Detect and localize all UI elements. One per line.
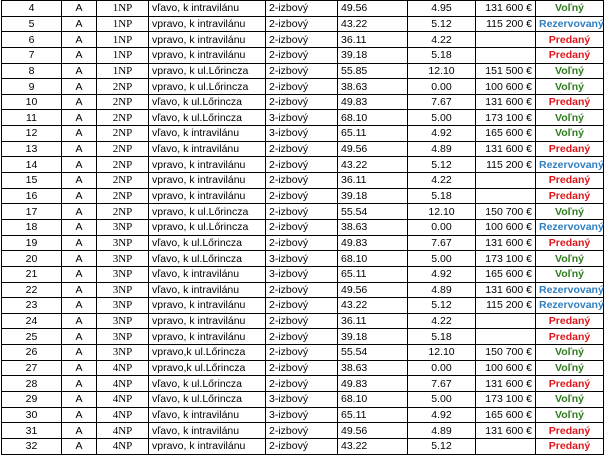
area-cell: 43.22 <box>338 298 408 314</box>
unit-number: 10 <box>2 94 62 110</box>
unit-type-cell: 2-izbový <box>266 63 338 79</box>
unit-number: 17 <box>2 204 62 220</box>
unit-number: 25 <box>2 329 62 345</box>
price-cell: 165 600 € <box>476 407 536 423</box>
price-cell: 115 200 € <box>476 16 536 32</box>
price-cell: 173 100 € <box>476 110 536 126</box>
price-cell: 173 100 € <box>476 251 536 267</box>
area-cell: 55.54 <box>338 204 408 220</box>
status-badge: Predaný <box>536 438 604 454</box>
price-cell: 100 600 € <box>476 79 536 95</box>
exterior-area-cell: 4.22 <box>408 32 476 48</box>
status-badge: Voľný <box>536 251 604 267</box>
price-cell: 150 700 € <box>476 204 536 220</box>
floor-cell: 4NP <box>97 423 149 439</box>
exterior-area-cell: 4.92 <box>408 266 476 282</box>
status-badge: Rezervovaný <box>536 298 604 314</box>
area-cell: 49.56 <box>338 141 408 157</box>
unit-type-cell: 2-izbový <box>266 16 338 32</box>
price-cell: 131 600 € <box>476 282 536 298</box>
status-badge: Predaný <box>536 329 604 345</box>
position-cell: vpravo, k intravilánu <box>149 298 266 314</box>
unit-type-cell: 2-izbový <box>266 438 338 454</box>
table-row <box>2 63 604 79</box>
table-row <box>2 47 604 63</box>
floor-cell: 4NP <box>97 376 149 392</box>
floor-cell: 3NP <box>97 219 149 235</box>
unit-type-cell: 2-izbový <box>266 282 338 298</box>
status-badge: Predaný <box>536 313 604 329</box>
price-cell <box>476 329 536 345</box>
unit-number: 14 <box>2 157 62 173</box>
floor-cell: 2NP <box>97 141 149 157</box>
building-cell: A <box>62 32 97 48</box>
building-cell: A <box>62 423 97 439</box>
unit-type-cell: 2-izbový <box>266 157 338 173</box>
building-cell: A <box>62 79 97 95</box>
area-cell: 39.18 <box>338 329 408 345</box>
table-row <box>2 376 604 392</box>
floor-cell: 2NP <box>97 79 149 95</box>
exterior-area-cell: 7.67 <box>408 376 476 392</box>
exterior-area-cell: 0.00 <box>408 360 476 376</box>
exterior-area-cell: 0.00 <box>408 79 476 95</box>
floor-cell: 3NP <box>97 313 149 329</box>
floor-cell: 3NP <box>97 235 149 251</box>
position-cell: vpravo, k intravilánu <box>149 438 266 454</box>
building-cell: A <box>62 329 97 345</box>
building-cell: A <box>62 173 97 189</box>
building-cell: A <box>62 94 97 110</box>
unit-type-cell: 2-izbový <box>266 204 338 220</box>
floor-cell: 1NP <box>97 63 149 79</box>
position-cell: vľavo, k ul.Lőrincza <box>149 94 266 110</box>
area-cell: 38.63 <box>338 79 408 95</box>
building-cell: A <box>62 16 97 32</box>
area-cell: 36.11 <box>338 313 408 329</box>
area-cell: 68.10 <box>338 251 408 267</box>
status-badge: Voľný <box>536 345 604 361</box>
position-cell: vľavo, k intravilánu <box>149 423 266 439</box>
price-cell: 173 100 € <box>476 392 536 408</box>
area-cell: 49.83 <box>338 235 408 251</box>
unit-number: 8 <box>2 63 62 79</box>
exterior-area-cell: 5.12 <box>408 298 476 314</box>
unit-number: 29 <box>2 392 62 408</box>
price-cell: 165 600 € <box>476 126 536 142</box>
status-badge: Voľný <box>536 110 604 126</box>
table-row <box>2 235 604 251</box>
position-cell: vpravo, k intravilánu <box>149 16 266 32</box>
area-cell: 43.22 <box>338 438 408 454</box>
building-cell: A <box>62 313 97 329</box>
status-badge: Rezervovaný <box>536 282 604 298</box>
building-cell: A <box>62 345 97 361</box>
building-cell: A <box>62 266 97 282</box>
unit-number: 22 <box>2 282 62 298</box>
unit-type-cell: 3-izbový <box>266 251 338 267</box>
unit-type-cell: 2-izbový <box>266 345 338 361</box>
table-row <box>2 32 604 48</box>
building-cell: A <box>62 235 97 251</box>
unit-number: 32 <box>2 438 62 454</box>
building-cell: A <box>62 376 97 392</box>
unit-type-cell: 2-izbový <box>266 219 338 235</box>
area-cell: 49.56 <box>338 1 408 17</box>
price-cell <box>476 438 536 454</box>
unit-type-cell: 2-izbový <box>266 376 338 392</box>
status-badge: Voľný <box>536 204 604 220</box>
floor-cell: 2NP <box>97 204 149 220</box>
building-cell: A <box>62 298 97 314</box>
status-badge: Rezervovaný <box>536 219 604 235</box>
price-cell: 131 600 € <box>476 235 536 251</box>
exterior-area-cell: 5.00 <box>408 110 476 126</box>
table-row <box>2 407 604 423</box>
unit-type-cell: 2-izbový <box>266 313 338 329</box>
area-cell: 43.22 <box>338 157 408 173</box>
area-cell: 65.11 <box>338 266 408 282</box>
area-cell: 39.18 <box>338 188 408 204</box>
position-cell: vľavo, k ul.Lőrincza <box>149 376 266 392</box>
price-cell: 100 600 € <box>476 219 536 235</box>
table-row <box>2 204 604 220</box>
area-cell: 49.56 <box>338 282 408 298</box>
table-row <box>2 79 604 95</box>
building-cell: A <box>62 392 97 408</box>
price-cell: 131 600 € <box>476 423 536 439</box>
exterior-area-cell: 4.92 <box>408 126 476 142</box>
table-row <box>2 423 604 439</box>
table-row <box>2 188 604 204</box>
unit-type-cell: 3-izbový <box>266 407 338 423</box>
exterior-area-cell: 4.89 <box>408 141 476 157</box>
floor-cell: 3NP <box>97 282 149 298</box>
table-row <box>2 298 604 314</box>
position-cell: vpravo,k ul.Lőrincza <box>149 345 266 361</box>
exterior-area-cell: 4.22 <box>408 173 476 189</box>
area-cell: 68.10 <box>338 110 408 126</box>
unit-number: 30 <box>2 407 62 423</box>
table-row <box>2 1 604 17</box>
exterior-area-cell: 4.95 <box>408 1 476 17</box>
area-cell: 39.18 <box>338 47 408 63</box>
position-cell: vpravo, k ul.Lőrincza <box>149 204 266 220</box>
position-cell: vľavo, k ul.Lőrincza <box>149 251 266 267</box>
status-badge: Rezervovaný <box>536 16 604 32</box>
floor-cell: 1NP <box>97 47 149 63</box>
table-row <box>2 110 604 126</box>
status-badge: Predaný <box>536 173 604 189</box>
unit-type-cell: 2-izbový <box>266 423 338 439</box>
area-cell: 38.63 <box>338 219 408 235</box>
position-cell: vľavo, k intravilánu <box>149 266 266 282</box>
building-cell: A <box>62 110 97 126</box>
table-row <box>2 173 604 189</box>
exterior-area-cell: 5.00 <box>408 392 476 408</box>
exterior-area-cell: 12.10 <box>408 204 476 220</box>
table-row <box>2 141 604 157</box>
area-cell: 65.11 <box>338 407 408 423</box>
exterior-area-cell: 5.12 <box>408 438 476 454</box>
unit-type-cell: 3-izbový <box>266 266 338 282</box>
exterior-area-cell: 7.67 <box>408 235 476 251</box>
status-badge: Predaný <box>536 188 604 204</box>
unit-type-cell: 3-izbový <box>266 126 338 142</box>
table-row <box>2 345 604 361</box>
floor-cell: 1NP <box>97 32 149 48</box>
exterior-area-cell: 5.18 <box>408 47 476 63</box>
unit-number: 27 <box>2 360 62 376</box>
table-row <box>2 313 604 329</box>
status-badge: Voľný <box>536 79 604 95</box>
area-cell: 38.63 <box>338 360 408 376</box>
unit-number: 23 <box>2 298 62 314</box>
table-row <box>2 94 604 110</box>
floor-cell: 4NP <box>97 360 149 376</box>
unit-type-cell: 2-izbový <box>266 360 338 376</box>
unit-type-cell: 2-izbový <box>266 47 338 63</box>
position-cell: vľavo, k intravilánu <box>149 407 266 423</box>
building-cell: A <box>62 1 97 17</box>
floor-cell: 1NP <box>97 1 149 17</box>
status-badge: Voľný <box>536 266 604 282</box>
status-badge: Predaný <box>536 376 604 392</box>
area-cell: 49.83 <box>338 376 408 392</box>
area-cell: 49.83 <box>338 94 408 110</box>
status-badge: Voľný <box>536 1 604 17</box>
floor-cell: 2NP <box>97 110 149 126</box>
building-cell: A <box>62 126 97 142</box>
floor-cell: 2NP <box>97 157 149 173</box>
table-row <box>2 16 604 32</box>
unit-number: 31 <box>2 423 62 439</box>
status-badge: Predaný <box>536 47 604 63</box>
exterior-area-cell: 4.22 <box>408 313 476 329</box>
price-cell: 150 700 € <box>476 345 536 361</box>
status-badge: Predaný <box>536 32 604 48</box>
position-cell: vpravo,k ul.Lőrincza <box>149 360 266 376</box>
area-cell: 65.11 <box>338 126 408 142</box>
position-cell: vľavo, k intravilánu <box>149 126 266 142</box>
status-badge: Predaný <box>536 94 604 110</box>
unit-type-cell: 2-izbový <box>266 141 338 157</box>
position-cell: vpravo, k intravilánu <box>149 157 266 173</box>
status-badge: Voľný <box>536 360 604 376</box>
unit-number: 26 <box>2 345 62 361</box>
position-cell: vpravo, k intravilánu <box>149 329 266 345</box>
floor-cell: 3NP <box>97 266 149 282</box>
floor-cell: 4NP <box>97 407 149 423</box>
position-cell: vpravo, k intravilánu <box>149 47 266 63</box>
area-cell: 55.54 <box>338 345 408 361</box>
building-cell: A <box>62 63 97 79</box>
price-cell: 131 600 € <box>476 94 536 110</box>
price-cell <box>476 32 536 48</box>
floor-cell: 3NP <box>97 329 149 345</box>
table-row <box>2 251 604 267</box>
position-cell: vľavo, k ul.Lőrincza <box>149 110 266 126</box>
exterior-area-cell: 4.92 <box>408 407 476 423</box>
position-cell: vpravo, k intravilánu <box>149 188 266 204</box>
unit-number: 28 <box>2 376 62 392</box>
unit-number: 4 <box>2 1 62 17</box>
price-cell <box>476 313 536 329</box>
table-row <box>2 126 604 142</box>
unit-number: 12 <box>2 126 62 142</box>
status-badge: Predaný <box>536 235 604 251</box>
floor-cell: 4NP <box>97 438 149 454</box>
exterior-area-cell: 5.00 <box>408 251 476 267</box>
position-cell: vľavo, k intravilánu <box>149 141 266 157</box>
position-cell: vpravo, k intravilánu <box>149 32 266 48</box>
unit-type-cell: 2-izbový <box>266 298 338 314</box>
building-cell: A <box>62 188 97 204</box>
exterior-area-cell: 12.10 <box>408 345 476 361</box>
building-cell: A <box>62 141 97 157</box>
exterior-area-cell: 0.00 <box>408 219 476 235</box>
position-cell: vpravo, k intravilánu <box>149 313 266 329</box>
building-cell: A <box>62 157 97 173</box>
exterior-area-cell: 12.10 <box>408 63 476 79</box>
unit-type-cell: 2-izbový <box>266 235 338 251</box>
unit-type-cell: 2-izbový <box>266 79 338 95</box>
floor-cell: 2NP <box>97 188 149 204</box>
status-badge: Voľný <box>536 63 604 79</box>
area-cell: 43.22 <box>338 16 408 32</box>
price-cell: 131 600 € <box>476 141 536 157</box>
unit-type-cell: 2-izbový <box>266 94 338 110</box>
building-cell: A <box>62 251 97 267</box>
exterior-area-cell: 7.67 <box>408 94 476 110</box>
unit-type-cell: 2-izbový <box>266 1 338 17</box>
area-cell: 36.11 <box>338 32 408 48</box>
exterior-area-cell: 4.89 <box>408 282 476 298</box>
unit-type-cell: 2-izbový <box>266 173 338 189</box>
exterior-area-cell: 5.18 <box>408 329 476 345</box>
area-cell: 49.56 <box>338 423 408 439</box>
price-cell: 151 500 € <box>476 63 536 79</box>
unit-number: 20 <box>2 251 62 267</box>
exterior-area-cell: 5.18 <box>408 188 476 204</box>
unit-number: 9 <box>2 79 62 95</box>
table-row <box>2 266 604 282</box>
building-cell: A <box>62 219 97 235</box>
floor-cell: 2NP <box>97 126 149 142</box>
unit-number: 13 <box>2 141 62 157</box>
status-badge: Voľný <box>536 126 604 142</box>
unit-type-cell: 2-izbový <box>266 329 338 345</box>
building-cell: A <box>62 204 97 220</box>
position-cell: vľavo, k intravilánu <box>149 1 266 17</box>
status-badge: Predaný <box>536 141 604 157</box>
table-row <box>2 392 604 408</box>
floor-cell: 2NP <box>97 94 149 110</box>
position-cell: vľavo, k ul.Lőrincza <box>149 392 266 408</box>
floor-cell: 3NP <box>97 345 149 361</box>
position-cell: vpravo, k ul.Lőrincza <box>149 79 266 95</box>
position-cell: vpravo, k ul.Lőrincza <box>149 63 266 79</box>
position-cell: vpravo, k intravilánu <box>149 173 266 189</box>
apartment-table <box>1 0 604 455</box>
price-cell: 131 600 € <box>476 376 536 392</box>
position-cell: vpravo, k ul.Lőrincza <box>149 219 266 235</box>
unit-number: 19 <box>2 235 62 251</box>
unit-number: 21 <box>2 266 62 282</box>
table-row <box>2 157 604 173</box>
unit-number: 15 <box>2 173 62 189</box>
unit-number: 18 <box>2 219 62 235</box>
price-cell: 100 600 € <box>476 360 536 376</box>
price-cell <box>476 47 536 63</box>
building-cell: A <box>62 282 97 298</box>
table-row <box>2 329 604 345</box>
floor-cell: 1NP <box>97 16 149 32</box>
table-row <box>2 219 604 235</box>
floor-cell: 2NP <box>97 173 149 189</box>
floor-cell: 3NP <box>97 298 149 314</box>
unit-number: 5 <box>2 16 62 32</box>
unit-number: 24 <box>2 313 62 329</box>
unit-type-cell: 3-izbový <box>266 110 338 126</box>
status-badge: Voľný <box>536 407 604 423</box>
unit-number: 6 <box>2 32 62 48</box>
status-badge: Predaný <box>536 423 604 439</box>
area-cell: 68.10 <box>338 392 408 408</box>
status-badge: Rezervovaný <box>536 157 604 173</box>
price-cell: 115 200 € <box>476 298 536 314</box>
building-cell: A <box>62 407 97 423</box>
floor-cell: 3NP <box>97 251 149 267</box>
unit-number: 7 <box>2 47 62 63</box>
unit-type-cell: 2-izbový <box>266 32 338 48</box>
price-cell <box>476 173 536 189</box>
table-body <box>2 1 604 455</box>
price-cell: 115 200 € <box>476 157 536 173</box>
floor-cell: 4NP <box>97 392 149 408</box>
unit-type-cell: 2-izbový <box>266 188 338 204</box>
exterior-area-cell: 5.12 <box>408 157 476 173</box>
building-cell: A <box>62 47 97 63</box>
unit-type-cell: 3-izbový <box>266 392 338 408</box>
table-row <box>2 438 604 454</box>
status-badge: Voľný <box>536 392 604 408</box>
price-cell: 131 600 € <box>476 1 536 17</box>
price-cell: 165 600 € <box>476 266 536 282</box>
price-cell <box>476 188 536 204</box>
position-cell: vľavo, k intravilánu <box>149 282 266 298</box>
building-cell: A <box>62 360 97 376</box>
table-row <box>2 360 604 376</box>
position-cell: vľavo, k ul.Lőrincza <box>149 235 266 251</box>
area-cell: 36.11 <box>338 173 408 189</box>
unit-number: 11 <box>2 110 62 126</box>
unit-number: 16 <box>2 188 62 204</box>
table-row <box>2 282 604 298</box>
building-cell: A <box>62 438 97 454</box>
exterior-area-cell: 5.12 <box>408 16 476 32</box>
area-cell: 55.85 <box>338 63 408 79</box>
exterior-area-cell: 4.89 <box>408 423 476 439</box>
